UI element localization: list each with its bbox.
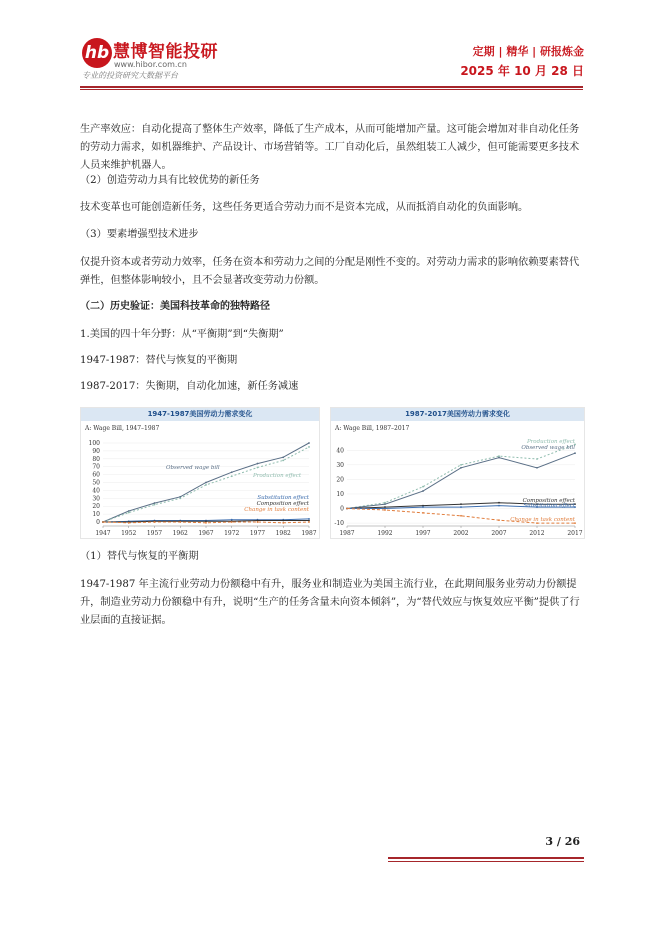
data-point [128, 522, 130, 524]
y-tick-label: 10 [92, 511, 100, 519]
panel-label: A: Wage Bill, 1947–1987 [85, 425, 160, 432]
data-point [257, 521, 259, 523]
y-tick-label: 0 [96, 519, 100, 527]
x-tick-label: 1972 [224, 530, 240, 537]
subheading-new-tasks: （2）创造劳动力具有比较优势的新任务 [80, 175, 260, 186]
data-point [179, 496, 181, 498]
data-point [422, 512, 424, 514]
chart-title: 1947-1987美国劳动力需求变化 [81, 408, 319, 421]
x-tick-label: 1987 [339, 530, 355, 537]
data-point [282, 520, 284, 522]
data-point [574, 452, 576, 454]
data-point [231, 471, 233, 473]
y-tick-label: 100 [88, 440, 100, 447]
y-tick-label: 0 [340, 505, 344, 513]
chart-1987-2017 [330, 407, 585, 539]
period-balanced: 1947-1987：替代与恢复的平衡期 [80, 355, 238, 366]
chart-svg [331, 421, 584, 538]
page-number: 3 / 26 [545, 835, 580, 848]
data-point [257, 520, 259, 522]
data-point [460, 515, 462, 517]
data-point [384, 509, 386, 511]
x-tick-label: 1987 [301, 530, 317, 537]
data-point [205, 482, 207, 484]
data-point [422, 506, 424, 508]
data-point [498, 457, 500, 459]
x-tick-label: 1947 [95, 530, 111, 537]
data-point [308, 446, 310, 448]
data-point [422, 486, 424, 488]
chart-1947-1987 [80, 407, 320, 539]
y-tick-label: 40 [92, 487, 100, 495]
data-point [308, 518, 310, 520]
x-tick-label: 1977 [249, 530, 266, 537]
data-point [231, 519, 233, 521]
data-point [498, 502, 500, 504]
x-tick-label: 1982 [275, 530, 291, 537]
y-tick-label: 10 [336, 490, 344, 498]
x-tick-label: 1967 [198, 530, 214, 537]
x-tick-label: 2007 [491, 530, 507, 537]
logo-slogan: 专业的投资研究大数据平台 [82, 71, 178, 80]
data-point [422, 490, 424, 492]
data-point [257, 467, 259, 469]
y-tick-label: 70 [92, 463, 100, 471]
x-tick-label: 1997 [415, 530, 431, 537]
footer-rule-thin [388, 861, 584, 862]
series-label: Observed wage bill [521, 445, 575, 451]
data-point [384, 503, 386, 505]
data-point [498, 519, 500, 521]
series-label: Substitution effect [257, 495, 309, 501]
chart-title: 1987-2017美国劳动力需求变化 [331, 408, 584, 421]
data-point [460, 506, 462, 508]
data-point [498, 505, 500, 507]
section-heading: （二）历史验证：美国科技革命的独特路径 [80, 301, 270, 312]
data-point [257, 463, 259, 465]
x-tick-label: 2017 [567, 530, 583, 537]
series-label: Observed wage bill [166, 465, 220, 471]
data-point [282, 456, 284, 458]
header-tagline: 定期 | 精华 | 研报炼金 [472, 45, 584, 58]
series-label: Change in task content [510, 517, 575, 523]
x-tick-label: 1952 [121, 530, 137, 537]
x-tick-label: 2002 [453, 530, 469, 537]
data-point [460, 467, 462, 469]
footer-rule [388, 857, 584, 859]
data-point [346, 508, 348, 510]
paragraph-balanced-evidence: 1947-1987 年主流行业劳动力份额稳中有升，服务业和制造业为美国主流行业，在此期间服务业劳动力份额提升，制造业劳动力份额稳中有升，说明“生产的任务含量未向资本倾斜”，为“替代效应与恢复效应平衡”提供了行业层面的直接证据。 [80, 579, 580, 626]
y-tick-label: 60 [92, 471, 100, 479]
data-point [128, 510, 130, 512]
y-tick-label: 30 [336, 461, 344, 469]
logo-icon: hb [82, 38, 112, 68]
logo-name: 慧博智能投研 [113, 42, 218, 62]
y-tick-label: 30 [92, 495, 100, 503]
x-tick-label: 1992 [377, 530, 393, 537]
data-point [536, 458, 538, 460]
data-point [231, 475, 233, 477]
data-point [231, 521, 233, 523]
data-point [308, 442, 310, 444]
data-point [536, 467, 538, 469]
y-tick-label: 80 [92, 455, 100, 463]
data-point [154, 521, 156, 523]
data-point [154, 504, 156, 506]
data-point [460, 464, 462, 466]
series-label: Change in task content [244, 507, 309, 513]
y-tick-label: 20 [92, 503, 100, 511]
y-tick-label: 90 [92, 447, 100, 455]
series-label: Composition effect [256, 501, 309, 507]
header-rule [80, 86, 583, 88]
chart-svg [81, 421, 319, 538]
header-date: 2025 年 10 月 28 日 [460, 64, 584, 78]
panel-label: A: Wage Bill, 1987–2017 [335, 425, 410, 432]
data-point [154, 502, 156, 504]
data-point [128, 512, 130, 514]
x-tick-label: 1962 [172, 530, 188, 537]
paragraph-factor-augmenting: 仅提升资本或者劳动力效率，任务在资本和劳动力之间的分配是刚性不变的。对劳动力需求的影响依赖要素替代弹性，但整体影响较小，且不会显著改变劳动力份额。 [80, 257, 580, 286]
paragraph-new-tasks: 技术变革也可能创造新任务，这些任务更适合劳动力而不是资本完成，从而抵消自动化的负面影响。 [80, 202, 529, 213]
subheading-forty-years: 1.美国的四十年分野：从“平衡期”到“失衡期” [80, 329, 284, 340]
y-tick-label: 40 [336, 447, 344, 455]
period-imbalanced: 1987-2017：失衡期，自动化加速，新任务减速 [80, 381, 299, 392]
data-point [282, 459, 284, 461]
y-tick-label: 50 [92, 479, 100, 487]
data-point [308, 521, 310, 523]
data-point [205, 520, 207, 522]
y-tick-label: 20 [336, 476, 344, 484]
paragraph-productivity-effect: 生产率效应：自动化提高了整体生产效率，降低了生产成本，从而可能增加产量。这可能会增加对非自动化任务的劳动力需求，如机器维护、产品设计、市场营销等。工厂自动化后，虽然组装工人减少，但可能需要更多技术人员来维护机器人。 [80, 124, 580, 171]
page-header [0, 0, 662, 90]
series-label: Composition effect [522, 498, 575, 504]
series-label: Substitution effect [523, 503, 575, 509]
logo-url: www.hibor.com.cn [114, 60, 187, 69]
series-label: Production effect [253, 473, 302, 479]
subheading-balanced: （1）替代与恢复的平衡期 [80, 551, 199, 562]
data-point [205, 522, 207, 524]
data-point [460, 503, 462, 505]
data-point [179, 521, 181, 523]
data-point [179, 497, 181, 499]
subheading-factor-augmenting: （3）要素增强型技术进步 [80, 229, 199, 240]
data-point [205, 484, 207, 486]
x-tick-label: 2012 [529, 530, 545, 537]
data-point [282, 522, 284, 524]
x-tick-label: 1957 [146, 530, 163, 537]
data-point [308, 520, 310, 522]
y-tick-label: -10 [334, 520, 344, 528]
series-label: Production effect [526, 439, 575, 445]
header-rule-thin [80, 89, 583, 90]
data-point [102, 521, 104, 523]
